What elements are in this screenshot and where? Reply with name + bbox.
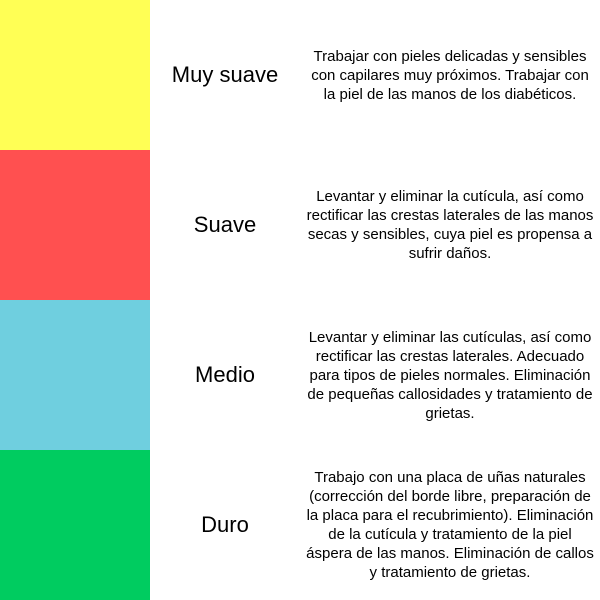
level-description: Levantar y eliminar las cutículas, así como rectificar las crestas laterales. Adecuado para tipos de pieles normales. Eliminación de pequeñas callosidades y tratamiento de grietas. [307,328,593,422]
level-label: Muy suave [171,62,279,87]
table-row-medio [0,300,600,450]
level-description: Trabajo con una placa de uñas naturales (corrección del borde libre, preparación de la placa para el recubrimiento). Eliminación de la cutícula y tratamiento de la piel áspera de las manos. Eliminación de callos y tratamiento de grietas. [306,469,594,581]
color-swatch-red [0,150,150,300]
level-label: Medio [195,362,255,387]
table-row-duro [0,450,600,600]
table-row-muy-suave [0,0,600,150]
color-swatch-blue [0,300,150,450]
level-description: Trabajar con pieles delicadas y sensibles con capilares muy próximos. Trabajar con la piel de las manos de los diabéticos. [311,47,589,103]
table-row-suave [0,150,600,300]
level-description: Levantar y eliminar la cutícula, así como rectificar las crestas laterales de las manos secas y sensibles, cuya piel es propensa a sufrir daños. [306,188,594,262]
level-label: Duro [201,512,249,537]
color-swatch-green [0,450,150,600]
level-label: Suave [193,212,257,237]
color-swatch-yellow [0,0,150,150]
